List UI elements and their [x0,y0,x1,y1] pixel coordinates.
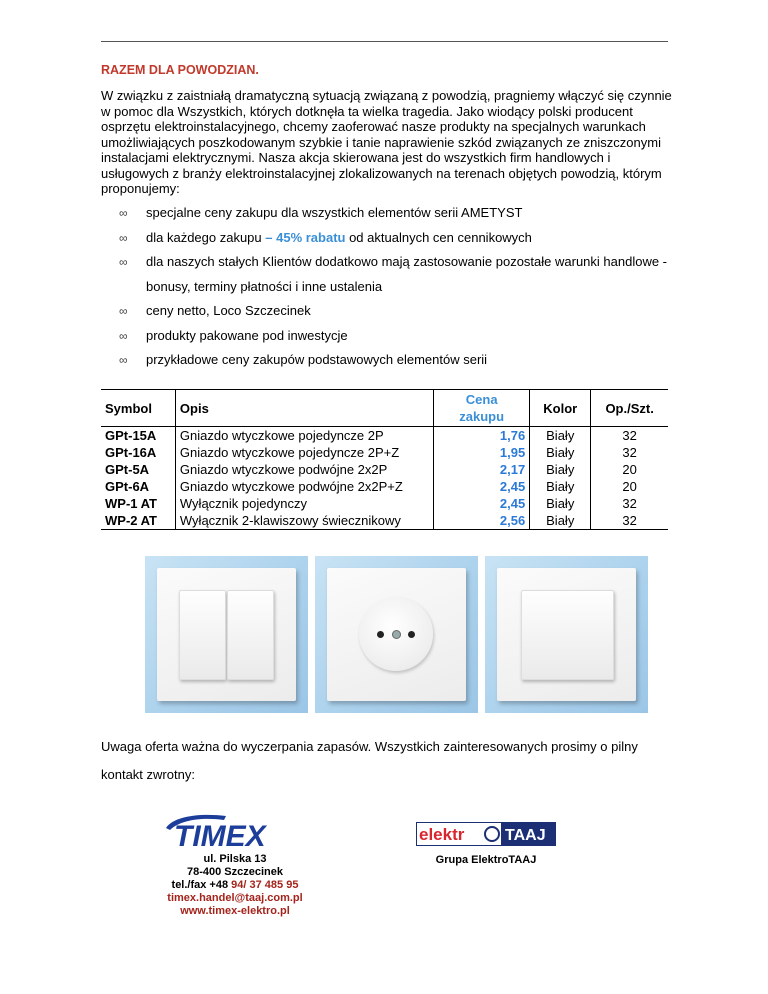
table-row: GPt-16A Gniazdo wtyczkowe pojedyncze 2P+Z 1,95 Biały 32 [101,444,668,461]
svg-text:elektr: elektr [419,825,465,844]
timex-address-street: ul. Pilska 13 [203,853,267,865]
list-item: ∞ produkty pakowane pod inwestycje [101,324,681,349]
infinity-bullet-icon: ∞ [119,206,128,220]
top-divider [101,41,668,42]
switch-plate [157,568,296,701]
header-cena: Cena zakupu [434,390,530,427]
rocker-single [521,590,614,680]
table-row: WP-1 AT Wyłącznik pojedynczy 2,45 Biały 32 [101,495,668,512]
header-symbol: Symbol [101,390,175,427]
timex-phone: tel./fax +48 94/ 37 485 95 [171,879,299,891]
rocker-right [227,590,274,680]
timex-contact [150,853,320,918]
elektrotaaj-caption: Grupa ElektroTAAJ [435,854,537,866]
elektrotaaj-logo [416,822,556,846]
table-header-row [101,390,668,427]
list-item: ∞ przykładowe ceny zakupów podstawowych elementów serii [101,348,681,373]
infinity-bullet-icon: ∞ [119,255,128,269]
infinity-bullet-icon: ∞ [119,328,128,343]
list-item: ∞ specjalne ceny zakupu dla wszystkich elementów serii AMETYST [101,201,681,226]
table-row: GPt-15A Gniazdo wtyczkowe pojedyncze 2P 1,76 Biały 32 [101,427,668,445]
list-item: ∞ dla każdego zakupu – 45% rabatu od aktualnych cen cennikowych [101,226,681,251]
timex-website[interactable]: www.timex-elektro.pl [180,905,290,917]
table-row: WP-2 AT Wyłącznik 2-klawiszowy świecznikowy 2,56 Biały 32 [101,512,668,530]
timex-email[interactable]: timex.handel@taaj.com.pl [167,892,303,904]
header-op: Op./Szt. [591,390,668,427]
infinity-bullet-icon: ∞ [119,230,128,245]
list-item: ∞ ceny netto, Loco Szczecinek [101,299,681,324]
table-row: GPt-6A Gniazdo wtyczkowe podwójne 2x2P+Z 2,45 Biały 20 [101,478,668,495]
infinity-bullet-icon: ∞ [119,304,128,318]
discount-highlight: – 45% rabatu [265,229,346,245]
svg-text:TIMEX: TIMEX [174,820,266,852]
timex-address-city: 78-400 Szczecinek [186,866,283,878]
table-row: GPt-5A Gniazdo wtyczkowe podwójne 2x2P 2,17 Biały 20 [101,461,668,478]
offer-bullet-list [101,201,681,373]
rocker-left [179,590,226,680]
header-opis: Opis [175,390,433,427]
single-switch-photo [485,556,648,713]
page-title: RAZEM DLA POWODZIAN. [101,63,259,77]
header-kolor: Kolor [530,390,591,427]
socket-photo [315,556,478,713]
socket-icon [359,597,433,671]
list-item: ∞ dla naszych stałych Klientów dodatkowo mają zastosowanie pozostałe warunki handlowe - bonusy, terminy płatności i inne ustalenia [101,250,681,299]
infinity-bullet-icon: ∞ [119,353,128,367]
intro-paragraph: W związku z zaistniałą dramatyczną sytuacją związaną z powodzią, pragniemy włączyć się czynnie w pomoc dla Wszystkich, których dotknęła ta wielka tragedia. Jako wiodący polski producent osprzętu elektroinstalacyjnego, chcemy zaoferować nasze produkty na specjalnych warunkach umożliwiających poszkodowanym szybkie i tanie naprawienie szkód związanych ze zniszczonymi instalacjami elektrycznymi. Nasza akcja skierowana jest do wszystkich firm handlowych i usługowych z branży elektroinstalacyjnej zlokalizowanych na terenach objętych powodzią, którym proponujemy: [101,88,672,196]
double-switch-photo [145,556,308,713]
price-table [101,389,668,530]
offer-notice: Uwaga oferta ważna do wyczerpania zapasów. Wszystkich zainteresowanych prosimy o pilny kontakt zwrotny: [101,739,638,782]
switch-plate [497,568,636,701]
timex-logo [160,812,300,852]
svg-text:TAAJ: TAAJ [505,827,546,844]
product-photos [145,556,648,713]
socket-plate [327,568,466,701]
